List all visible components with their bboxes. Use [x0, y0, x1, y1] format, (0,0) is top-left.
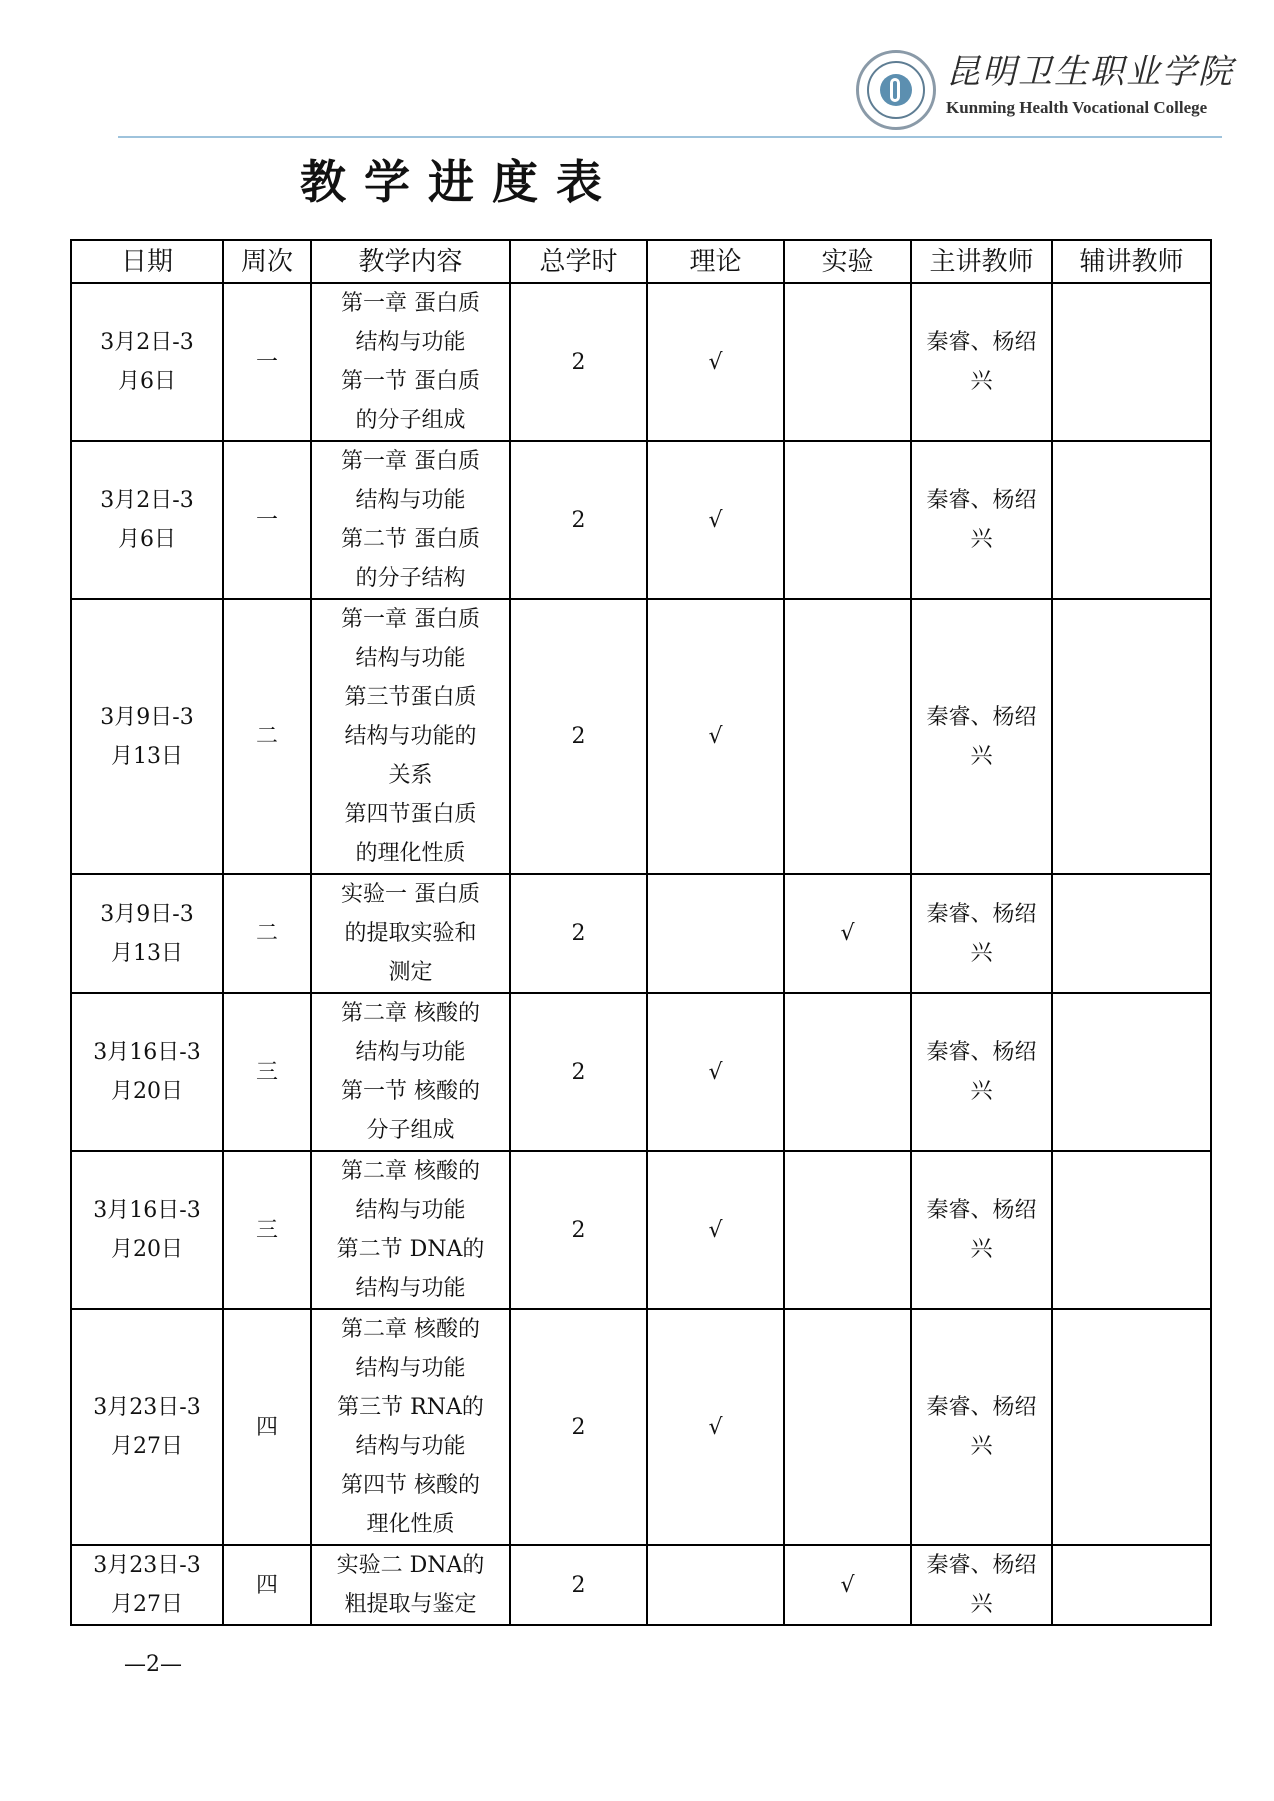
lecturer-cell-line: 兴 — [970, 1434, 993, 1459]
header-lecturer: 主讲教师 — [911, 240, 1052, 283]
lecturer-cell-line: 秦睿、杨绍 — [926, 901, 1037, 927]
table-row — [71, 599, 1211, 874]
total-hours-cell: 2 — [510, 599, 647, 874]
content-cell-line: 结构与功能 — [355, 1434, 466, 1459]
date-cell-line: 月6日 — [118, 369, 176, 394]
content-cell-line: 实验一 蛋白质 — [341, 882, 480, 907]
lecturer-cell — [911, 993, 1052, 1151]
content-cell-line: 的理化性质 — [355, 841, 466, 866]
content-cell-line: 结构与功能 — [355, 1040, 466, 1065]
date-cell-line: 月20日 — [111, 1079, 183, 1104]
date-cell-line: 3月2日-3 — [100, 488, 194, 513]
lab-check-cell — [784, 993, 911, 1151]
lecturer-cell-line: 秦睿、杨绍 — [926, 330, 1037, 355]
content-cell-line: 结构与功能 — [355, 488, 466, 513]
week-cell: 四 — [223, 1309, 311, 1545]
content-cell-line: 第一章 蛋白质 — [341, 291, 480, 316]
theory-check-cell — [647, 874, 784, 993]
date-cell-line: 3月16日-3 — [93, 1040, 201, 1065]
content-cell — [311, 993, 510, 1151]
lecturer-cell — [911, 283, 1052, 441]
content-cell-line: 结构与功能 — [355, 1276, 466, 1301]
lecturer-cell-line: 兴 — [970, 527, 993, 552]
assistant-cell — [1052, 1151, 1211, 1309]
week-cell: 三 — [223, 993, 311, 1151]
assistant-cell — [1052, 283, 1211, 441]
lecturer-cell — [911, 599, 1052, 874]
table-row — [71, 1151, 1211, 1309]
header-date: 日期 — [71, 240, 223, 283]
week-cell: 三 — [223, 1151, 311, 1309]
content-cell — [311, 599, 510, 874]
date-cell — [71, 283, 223, 441]
date-cell-line: 月27日 — [111, 1592, 183, 1617]
table-row — [71, 1545, 1211, 1625]
content-cell-line: 第二章 核酸的 — [341, 1159, 480, 1184]
header-theory: 理论 — [647, 240, 784, 283]
lecturer-cell-line: 兴 — [970, 1079, 993, 1104]
page-header — [118, 40, 1234, 138]
content-cell-line: 第四节 核酸的 — [341, 1473, 480, 1498]
date-cell-line: 3月16日-3 — [93, 1198, 201, 1223]
table-row — [71, 283, 1211, 441]
assistant-cell — [1052, 874, 1211, 993]
lab-check-cell: √ — [784, 874, 911, 993]
table-header-row — [71, 240, 1211, 283]
college-name-cn: 昆明卫生职业学院 — [946, 52, 1234, 92]
college-name-en: Kunming Health Vocational College — [946, 98, 1208, 117]
assistant-cell — [1052, 599, 1211, 874]
content-cell-line: 第三节 RNA的 — [337, 1395, 484, 1420]
lecturer-cell — [911, 1309, 1052, 1545]
lecturer-cell — [911, 1545, 1052, 1625]
lecturer-cell — [911, 874, 1052, 993]
content-cell-line: 第二节 DNA的 — [336, 1237, 485, 1262]
date-cell-line: 3月23日-3 — [93, 1553, 201, 1578]
theory-check-cell: √ — [647, 1309, 784, 1545]
theory-check-cell — [647, 1545, 784, 1625]
content-cell-line: 测定 — [388, 960, 433, 985]
theory-check-cell: √ — [647, 1151, 784, 1309]
header-content: 教学内容 — [311, 240, 510, 283]
assistant-cell — [1052, 1545, 1211, 1625]
header-week: 周次 — [223, 240, 311, 283]
week-cell: 一 — [223, 283, 311, 441]
date-cell — [71, 993, 223, 1151]
college-seal-logo — [856, 50, 936, 130]
content-cell — [311, 1151, 510, 1309]
content-cell — [311, 874, 510, 993]
table-row — [71, 441, 1211, 599]
week-cell: 二 — [223, 874, 311, 993]
content-cell-line: 第一章 蛋白质 — [341, 449, 480, 474]
lecturer-cell-line: 秦睿、杨绍 — [926, 1040, 1037, 1065]
week-cell: 二 — [223, 599, 311, 874]
page-number: —2— — [124, 1652, 182, 1677]
lecturer-cell-line: 兴 — [970, 1592, 993, 1617]
lab-check-cell — [784, 599, 911, 874]
header-assistant: 辅讲教师 — [1052, 240, 1211, 283]
theory-check-cell: √ — [647, 441, 784, 599]
content-cell-line: 第二节 蛋白质 — [341, 527, 480, 552]
content-cell-line: 结构与功能 — [355, 330, 466, 355]
document-title: 教学进度表 — [300, 155, 620, 209]
date-cell-line: 3月9日-3 — [100, 704, 194, 730]
assistant-cell — [1052, 993, 1211, 1151]
date-cell-line: 月27日 — [111, 1434, 183, 1459]
content-cell-line: 第二章 核酸的 — [341, 1001, 480, 1026]
content-cell-line: 第二章 核酸的 — [341, 1317, 480, 1342]
lecturer-cell-line: 兴 — [970, 743, 993, 769]
content-cell-line: 粗提取与鉴定 — [344, 1592, 477, 1617]
content-cell-line: 结构与功能的 — [344, 724, 477, 749]
date-cell — [71, 1545, 223, 1625]
lecturer-cell-line: 秦睿、杨绍 — [926, 704, 1037, 730]
content-cell-line: 的提取实验和 — [344, 921, 477, 946]
total-hours-cell: 2 — [510, 441, 647, 599]
content-cell — [311, 441, 510, 599]
content-cell-line: 第一章 蛋白质 — [341, 607, 480, 632]
total-hours-cell: 2 — [510, 874, 647, 993]
content-cell-line: 关系 — [388, 763, 433, 788]
week-cell: 一 — [223, 441, 311, 599]
week-cell: 四 — [223, 1545, 311, 1625]
table-row — [71, 1309, 1211, 1545]
content-cell-line: 分子组成 — [366, 1118, 455, 1143]
header-lab: 实验 — [784, 240, 911, 283]
lecturer-cell-line: 秦睿、杨绍 — [926, 1553, 1037, 1578]
date-cell — [71, 1151, 223, 1309]
content-cell — [311, 283, 510, 441]
content-cell-line: 第一节 核酸的 — [341, 1079, 480, 1104]
lecturer-cell-line: 兴 — [970, 369, 993, 394]
total-hours-cell: 2 — [510, 1309, 647, 1545]
table-row — [71, 874, 1211, 993]
date-cell — [71, 874, 223, 993]
content-cell-line: 理化性质 — [366, 1512, 455, 1537]
lab-check-cell — [784, 283, 911, 441]
table-body — [71, 283, 1211, 1625]
assistant-cell — [1052, 441, 1211, 599]
content-cell-line: 第四节蛋白质 — [344, 802, 477, 827]
content-cell — [311, 1545, 510, 1625]
total-hours-cell: 2 — [510, 283, 647, 441]
date-cell-line: 月13日 — [111, 940, 183, 966]
theory-check-cell: √ — [647, 283, 784, 441]
content-cell — [311, 1309, 510, 1545]
content-cell-line: 结构与功能 — [355, 1198, 466, 1223]
date-cell-line: 3月9日-3 — [100, 901, 194, 927]
lecturer-cell — [911, 1151, 1052, 1309]
header-divider — [118, 136, 1222, 138]
date-cell-line: 月6日 — [118, 527, 176, 552]
lecturer-cell-line: 秦睿、杨绍 — [926, 1198, 1037, 1223]
content-cell-line: 结构与功能 — [355, 646, 466, 671]
content-cell-line: 第一节 蛋白质 — [341, 369, 480, 394]
total-hours-cell: 2 — [510, 993, 647, 1151]
date-cell-line: 月13日 — [111, 743, 183, 769]
date-cell-line: 3月23日-3 — [93, 1395, 201, 1420]
lecturer-cell-line: 兴 — [970, 1237, 993, 1262]
theory-check-cell: √ — [647, 599, 784, 874]
lab-check-cell — [784, 441, 911, 599]
date-cell-line: 3月2日-3 — [100, 330, 194, 355]
lab-check-cell: √ — [784, 1545, 911, 1625]
lab-check-cell — [784, 1309, 911, 1545]
header-total-hours: 总学时 — [510, 240, 647, 283]
table-row — [71, 993, 1211, 1151]
lab-check-cell — [784, 1151, 911, 1309]
date-cell — [71, 1309, 223, 1545]
content-cell-line: 的分子组成 — [355, 408, 466, 433]
lecturer-cell-line: 秦睿、杨绍 — [926, 1395, 1037, 1420]
assistant-cell — [1052, 1309, 1211, 1545]
total-hours-cell: 2 — [510, 1545, 647, 1625]
content-cell-line: 实验二 DNA的 — [336, 1553, 485, 1578]
content-cell-line: 结构与功能 — [355, 1356, 466, 1381]
college-wordmark — [946, 50, 1236, 120]
theory-check-cell: √ — [647, 993, 784, 1151]
content-cell-line: 的分子结构 — [355, 566, 466, 591]
total-hours-cell: 2 — [510, 1151, 647, 1309]
date-cell-line: 月20日 — [111, 1237, 183, 1262]
date-cell — [71, 441, 223, 599]
lecturer-cell-line: 秦睿、杨绍 — [926, 488, 1037, 513]
teaching-schedule-table — [70, 239, 1212, 1626]
date-cell — [71, 599, 223, 874]
lecturer-cell-line: 兴 — [970, 940, 993, 966]
content-cell-line: 第三节蛋白质 — [344, 685, 477, 710]
lecturer-cell — [911, 441, 1052, 599]
seal-emblem — [880, 74, 912, 106]
